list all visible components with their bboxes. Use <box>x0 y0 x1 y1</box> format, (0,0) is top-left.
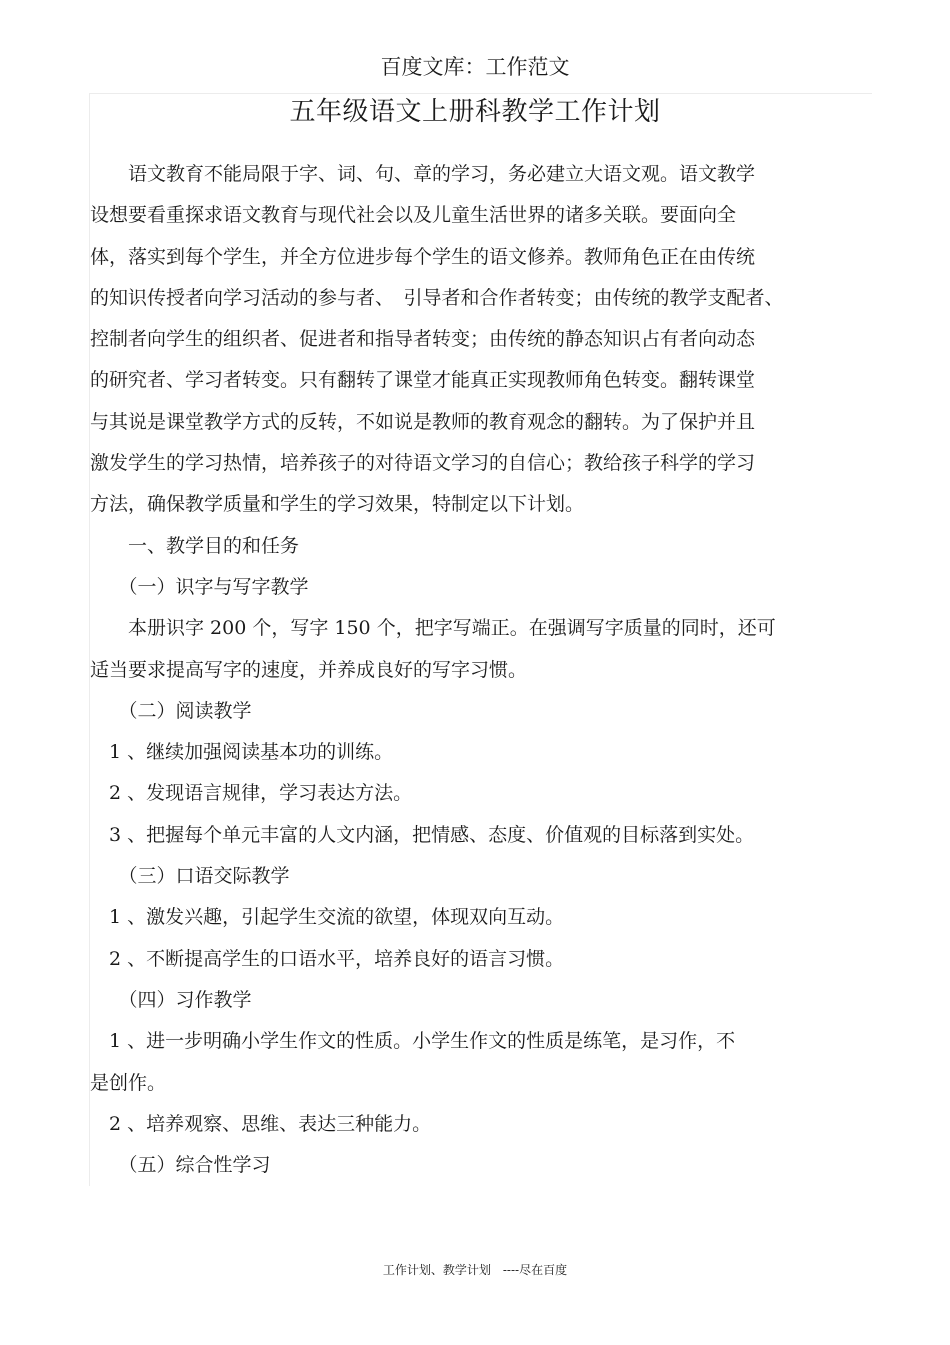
subsection-heading: （二）阅读教学 <box>90 699 252 722</box>
subsection-heading: （五）综合性学习 <box>90 1154 271 1177</box>
body-line: 设想要看重探求语文教育与现代社会以及儿童生活世界的诸多关联。要面向全 <box>90 204 737 227</box>
list-item: 1 、继续加强阅读基本功的训练。 <box>90 741 394 764</box>
body-line: 本册识字 200 个，写字 150 个，把字写端正。在强调写字质量的同时，还可 <box>90 617 776 640</box>
body-line: 控制者向学生的组织者、促进者和指导者转变；由传统的静态知识占有者向动态 <box>90 328 756 351</box>
subsection-heading: （四）习作教学 <box>90 988 252 1011</box>
list-item: 2 、发现语言规律，学习表达方法。 <box>90 782 413 805</box>
list-item: 2 、不断提高学生的口语水平，培养良好的语言习惯。 <box>90 947 565 970</box>
list-item: 3 、把握每个单元丰富的人文内涵，把情感、态度、价值观的目标落到实处。 <box>90 823 755 846</box>
list-item: 1 、进一步明确小学生作文的性质。小学生作文的性质是练笔，是习作，不 <box>90 1030 736 1053</box>
header-divider <box>90 93 872 94</box>
body-line: 的知识传授者向学习活动的参与者、 引导者和合作者转变；由传统的教学支配者、 <box>90 286 784 309</box>
section-heading: 一、教学目的和任务 <box>90 534 300 557</box>
body-line: 方法，确保教学质量和学生的学习效果，特制定以下计划。 <box>90 493 585 516</box>
body-line: 激发学生的学习热情，培养孩子的对待语文学习的自信心；教给孩子科学的学习 <box>90 452 756 475</box>
body-line: 的研究者、学习者转变。只有翻转了课堂才能真正实现教师角色转变。翻转课堂 <box>90 369 756 392</box>
page-header-title: 百度文库：工作范文 <box>380 55 570 79</box>
list-item: 2 、培养观察、思维、表达三种能力。 <box>90 1112 432 1135</box>
body-line: 适当要求提高写字的速度，并养成良好的写字习惯。 <box>90 658 528 681</box>
body-line: 与其说是课堂教学方式的反转，不如说是教师的教育观念的翻转。为了保护并且 <box>90 410 756 433</box>
subsection-heading: （一）识字与写字教学 <box>90 575 309 598</box>
list-item: 1 、激发兴趣，引起学生交流的欲望，体现双向互动。 <box>90 906 565 929</box>
body-line: 语文教育不能局限于字、词、句、章的学习，务必建立大语文观。语文教学 <box>90 163 756 185</box>
document-title: 五年级语文上册科教学工作计划 <box>289 97 661 127</box>
subsection-heading: （三）口语交际教学 <box>90 865 290 888</box>
document-body <box>90 160 880 1192</box>
list-item-continuation: 是创作。 <box>90 1071 167 1094</box>
page-footer: 工作计划、教学计划 ----尽在百度 <box>382 1263 568 1277</box>
body-line: 体，落实到每个学生，并全方位进步每个学生的语文修养。教师角色正在由传统 <box>90 245 756 268</box>
